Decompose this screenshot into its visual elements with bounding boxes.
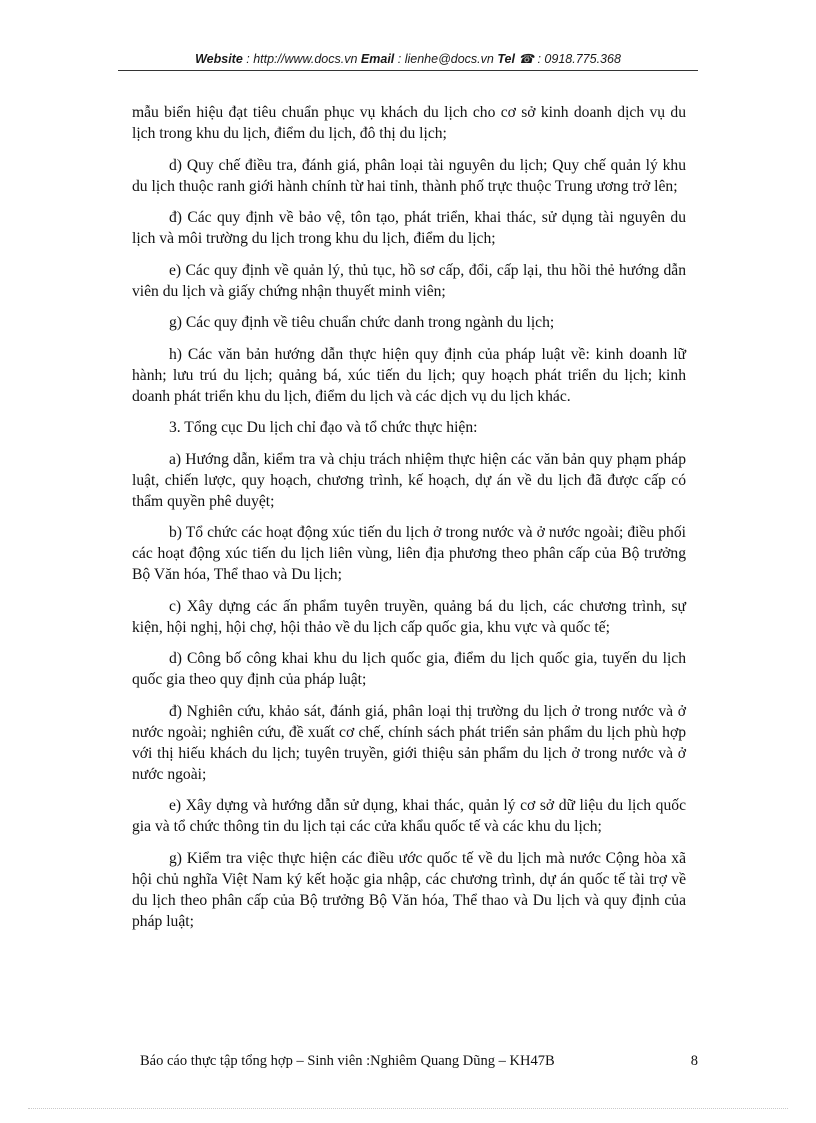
paragraph: g) Các quy định về tiêu chuẩn chức danh trong ngành du lịch; xyxy=(169,314,555,331)
paragraph: d) Công bố công khai khu du lịch quốc gia, điểm du lịch quốc gia, tuyến du lịch quốc gia theo quy định của pháp luật; xyxy=(132,650,686,688)
paragraph: đ) Các quy định về bảo vệ, tôn tạo, phát triển, khai thác, sử dụng tài nguyên du lịch và môi trường du lịch trong khu du lịch, điểm du lịch; xyxy=(132,209,686,247)
paragraph: đ) Nghiên cứu, khảo sát, đánh giá, phân loại thị trường du lịch ở trong nước và ở nước ngoài; nghiên cứu, đề xuất cơ chế, chính sách phát triển sản phẩm du lịch phù hợp với thị hiếu khách du lịch; tuyên truyền, giới thiệu sản phẩm du lịch ở trong nước và ở nước ngoài; xyxy=(132,702,686,783)
page-bottom-divider xyxy=(28,1108,788,1109)
website-value: : http://www.docs.vn xyxy=(246,52,358,66)
paragraph: a) Hướng dẫn, kiểm tra và chịu trách nhiệm thực hiện các văn bản quy phạm pháp luật, chiến lược, quy hoạch, chương trình, kế hoạch, dự án về du lịch đã được cấp có thẩm quyền phê duyệt; xyxy=(132,450,686,510)
page-header xyxy=(118,51,698,66)
body-text xyxy=(132,102,686,942)
header-rule xyxy=(118,70,698,71)
tel-label: Tel xyxy=(497,52,515,66)
paragraph: c) Xây dựng các ấn phẩm tuyên truyền, quảng bá du lịch, các chương trình, sự kiện, hội nghị, hội chợ, hội thảo về du lịch cấp quốc gia, khu vực và quốc tế; xyxy=(132,597,686,636)
website-label: Website xyxy=(195,52,243,66)
paragraph: h) Các văn bản hướng dẫn thực hiện quy định của pháp luật về: kinh doanh lữ hành; lưu trú du lịch; quảng bá, xúc tiến du lịch; quy hoạch phát triển du lịch; kinh doanh phát triển khu du lịch, điểm du lịch và các dịch vụ du lịch khác. xyxy=(132,345,686,405)
paragraph: mẫu biển hiệu đạt tiêu chuẩn phục vụ khách du lịch cho cơ sở kinh doanh dịch vụ du lịch trong khu du lịch, điểm du lịch, đô thị du lịch; xyxy=(132,104,686,142)
section-heading: 3. Tổng cục Du lịch chỉ đạo và tổ chức thực hiện: xyxy=(169,419,478,436)
tel-value: : 0918.775.368 xyxy=(537,52,621,66)
email-label: Email xyxy=(360,52,395,66)
footer-text: Báo cáo thực tập tổng hợp – Sinh viên :Nghiêm Quang Dũng – KH47B xyxy=(140,1053,555,1069)
paragraph: e) Xây dựng và hướng dẫn sử dụng, khai thác, quản lý cơ sở dữ liệu du lịch quốc gia và tổ chức thông tin du lịch tại các cửa khẩu quốc tế và các khu du lịch; xyxy=(132,797,686,835)
email-value: : lienhe@docs.vn xyxy=(397,52,494,66)
page-number: 8 xyxy=(690,1053,698,1069)
paragraph: g) Kiểm tra việc thực hiện các điều ước quốc tế về du lịch mà nước Cộng hòa xã hội chủ nghĩa Việt Nam ký kết hoặc gia nhập, các chương trình, dự án quốc tế tài trợ về du lịch theo phân cấp của Bộ trưởng Bộ Văn hóa, Thể thao và Du lịch và quy định của pháp luật; xyxy=(132,849,686,930)
paragraph: e) Các quy định về quản lý, thủ tục, hồ sơ cấp, đổi, cấp lại, thu hồi thẻ hướng dẫn viên du lịch và giấy chứng nhận thuyết minh viên; xyxy=(132,261,686,300)
paragraph: b) Tổ chức các hoạt động xúc tiến du lịch ở trong nước và ở nước ngoài; điều phối các hoạt động xúc tiến du lịch liên vùng, liên địa phương theo phân cấp của Bộ trưởng Bộ Văn hóa, Thể thao và Du lịch; xyxy=(132,524,686,583)
phone-icon: ☎ xyxy=(518,52,534,66)
paragraph: d) Quy chế điều tra, đánh giá, phân loại tài nguyên du lịch; Quy chế quản lý khu du lịch thuộc ranh giới hành chính từ hai tỉnh, thành phố trực thuộc Trung ương trở lên; xyxy=(132,156,686,195)
